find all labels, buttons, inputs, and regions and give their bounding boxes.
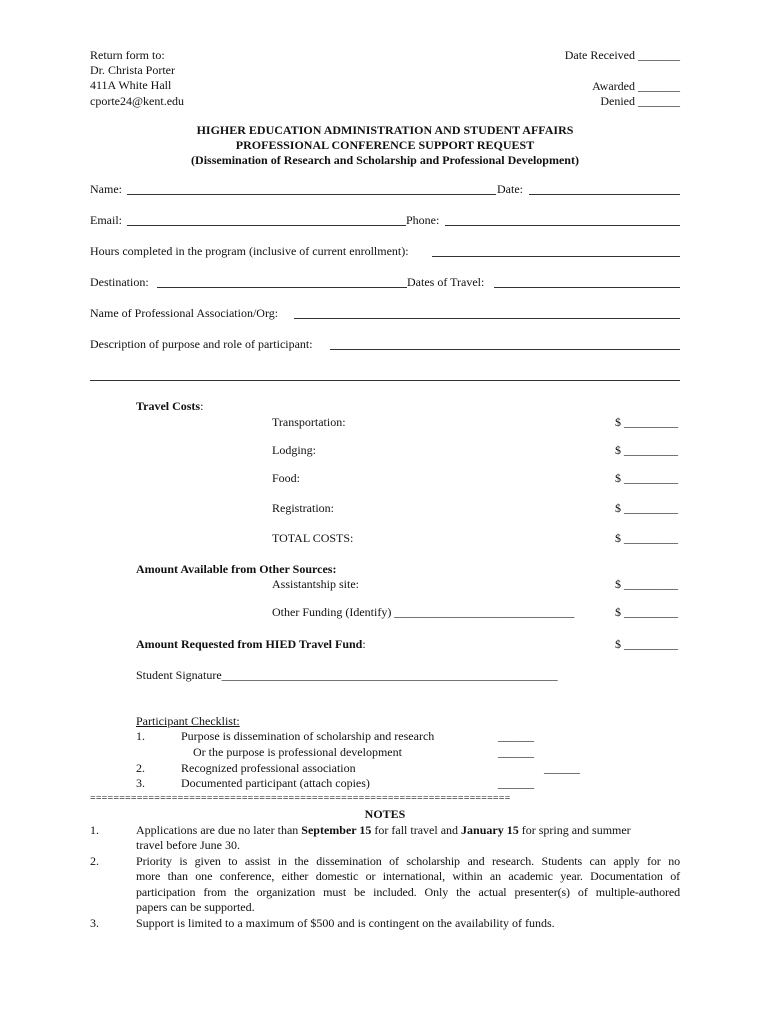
transportation-label: Transportation: xyxy=(272,415,346,429)
checklist-num-2: 2. xyxy=(136,761,145,775)
email-label: Email: xyxy=(90,213,122,227)
date-received-field[interactable]: Date Received _______ xyxy=(564,48,680,62)
note-2-line-1: Priority is given to assist in the dissemination of scholarship and research. Students can apply for no xyxy=(136,854,680,868)
title-line-3: (Dissemination of Research and Scholarship and Professional Development) xyxy=(191,153,579,167)
date-input[interactable] xyxy=(529,194,680,195)
other-sources-heading: Amount Available from Other Sources: xyxy=(136,562,337,576)
phone-input[interactable] xyxy=(445,225,680,226)
note-1-text-cont: travel before June 30. xyxy=(136,838,240,852)
travel-costs-heading: Travel Costs: xyxy=(136,399,204,413)
assistantship-label: Assistantship site: xyxy=(272,577,360,591)
lodging-amount[interactable]: $ _________ xyxy=(615,443,678,457)
description-label: Description of purpose and role of participant: xyxy=(90,337,313,351)
description-input-line-2[interactable] xyxy=(90,380,680,381)
note-2-line-2: more than one conference, either domestic or international, within an academic year. Documentation of xyxy=(136,869,680,883)
checklist-item-2: Recognized professional association xyxy=(181,761,356,775)
amount-requested-label: Amount Requested from HIED Travel Fund: xyxy=(136,637,366,651)
note-3-text: Support is limited to a maximum of $500 and is contingent on the availability of funds. xyxy=(136,916,555,930)
contact-name: Dr. Christa Porter xyxy=(90,63,175,77)
note-2-number: 2. xyxy=(90,854,99,868)
other-funding-label[interactable]: Other Funding (Identify) ______________________________ xyxy=(272,605,575,619)
checklist-item-3: Documented participant (attach copies) xyxy=(181,776,370,790)
note-2-line-4: papers can be supported. xyxy=(136,900,255,914)
student-signature-field[interactable]: Student Signature________________________________________________________ xyxy=(136,668,558,682)
return-to-label: Return form to: xyxy=(90,48,165,62)
checklist-check-3[interactable]: ______ xyxy=(498,776,534,790)
other-funding-amount[interactable]: $ _________ xyxy=(615,605,678,619)
transportation-amount[interactable]: $ _________ xyxy=(615,415,678,429)
notes-heading: NOTES xyxy=(364,807,406,821)
assistantship-amount[interactable]: $ _________ xyxy=(615,577,678,591)
date-label: Date: xyxy=(497,182,523,196)
denied-field[interactable]: Denied _______ xyxy=(600,94,680,108)
email-input[interactable] xyxy=(127,225,406,226)
title-line-1: HIGHER EDUCATION ADMINISTRATION AND STUDENT AFFAIRS xyxy=(196,123,574,137)
amount-requested-amount[interactable]: $ _________ xyxy=(615,637,678,651)
description-input[interactable] xyxy=(330,349,680,350)
dates-of-travel-input[interactable] xyxy=(494,287,680,288)
food-amount[interactable]: $ _________ xyxy=(615,471,678,485)
contact-office: 411A White Hall xyxy=(90,78,172,92)
association-label: Name of Professional Association/Org: xyxy=(90,306,279,320)
dates-of-travel-label: Dates of Travel: xyxy=(407,275,485,289)
checklist-num-3: 3. xyxy=(136,776,145,790)
title-line-2: PROFESSIONAL CONFERENCE SUPPORT REQUEST xyxy=(235,138,535,152)
name-label: Name: xyxy=(90,182,122,196)
separator-line: ======================================================================== xyxy=(90,793,511,804)
checklist-heading: Participant Checklist: xyxy=(136,714,240,728)
phone-label: Phone: xyxy=(406,213,440,227)
destination-label: Destination: xyxy=(90,275,149,289)
note-2-line-3: participation from the organization must be included. Only the actual presenter(s) of multiple-authored xyxy=(136,885,680,899)
note-1-text: Applications are due no later than September 15 for fall travel and January 15 for spring and summer xyxy=(136,823,631,837)
checklist-check-1[interactable]: ______ xyxy=(498,729,534,743)
checklist-check-1b[interactable]: ______ xyxy=(498,745,534,759)
hours-input[interactable] xyxy=(432,256,680,257)
registration-amount[interactable]: $ _________ xyxy=(615,501,678,515)
name-input[interactable] xyxy=(127,194,496,195)
awarded-field[interactable]: Awarded _______ xyxy=(592,79,680,93)
checklist-item-1b: Or the purpose is professional development xyxy=(193,745,402,759)
total-costs-label: TOTAL COSTS: xyxy=(272,531,354,545)
registration-label: Registration: xyxy=(272,501,334,515)
food-label: Food: xyxy=(272,471,301,485)
note-3-number: 3. xyxy=(90,916,99,930)
association-input[interactable] xyxy=(294,318,680,319)
destination-input[interactable] xyxy=(157,287,407,288)
contact-email[interactable]: cporte24@kent.edu xyxy=(90,94,185,108)
checklist-check-2[interactable]: ______ xyxy=(544,761,580,775)
hours-label: Hours completed in the program (inclusive of current enrollment): xyxy=(90,244,409,258)
total-costs-amount[interactable]: $ _________ xyxy=(615,531,678,545)
checklist-item-1: Purpose is dissemination of scholarship and research xyxy=(181,729,435,743)
checklist-num-1: 1. xyxy=(136,729,145,743)
lodging-label: Lodging: xyxy=(272,443,316,457)
note-1-number: 1. xyxy=(90,823,99,837)
